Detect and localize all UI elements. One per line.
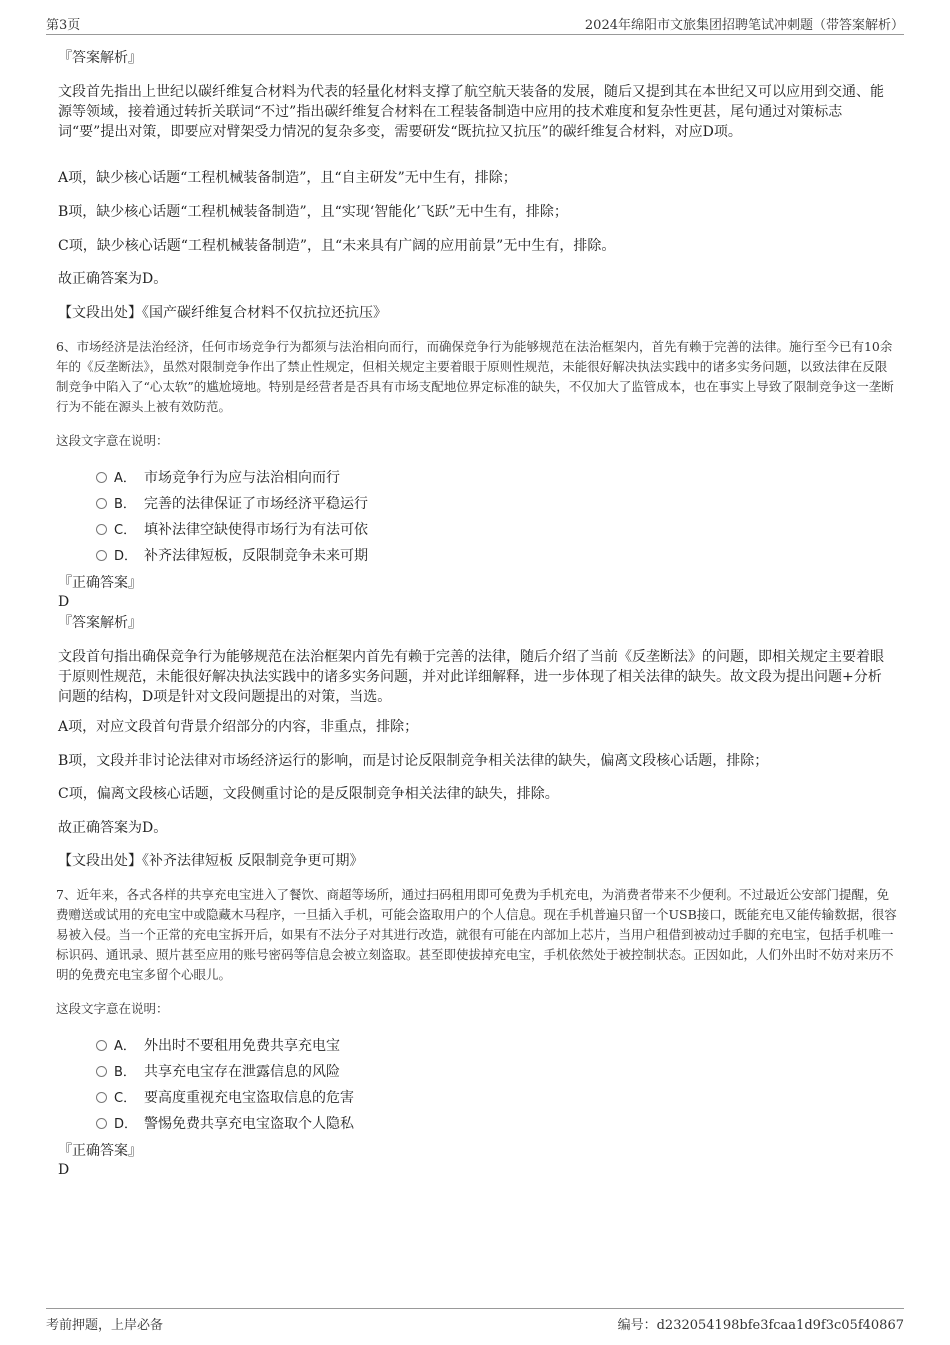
- analysis-paragraph: 文段首先指出上世纪以碳纤维复合材料为代表的轻量化材料支撑了航空航天装备的发展，随后又提到其在本世纪又可以应用到交通、能源等领域，接着通过转折关联词“不过”指出碳纤维复合材料在工程装备制造中应用的技术难度和复杂性更甚，尾句通过对策标志词“要”提出对策，即要应对臂架受力情况的复杂多变，需要研发“既抗拉又抗压”的碳纤维复合材料，对应D项。: [58, 84, 884, 140]
- page-header: [46, 14, 904, 35]
- option-b[interactable]: [96, 1062, 340, 1083]
- option-letter: B．: [114, 1065, 136, 1080]
- radio-icon[interactable]: [96, 1066, 107, 1077]
- option-text: 警惕免费共享充电宝盗取个人隐私: [144, 1116, 354, 1132]
- source-citation: 【文段出处】《补齐法律短板 反限制竞争更可期》: [58, 853, 364, 869]
- source-citation: 【文段出处】《国产碳纤维复合材料不仅抗拉还抗压》: [58, 305, 387, 321]
- option-a[interactable]: [96, 1036, 340, 1057]
- option-text: 外出时不要租用免费共享充电宝: [144, 1038, 340, 1054]
- answer-label: 『正确答案』: [58, 1143, 142, 1159]
- answer-value: D: [58, 594, 70, 610]
- conclusion: 故正确答案为D。: [58, 271, 168, 287]
- option-letter: A．: [114, 471, 136, 486]
- option-a-analysis: A项，对应文段首句背景介绍部分的内容，非重点，排除；: [58, 719, 419, 735]
- option-c[interactable]: [96, 1088, 354, 1109]
- option-b[interactable]: [96, 494, 368, 515]
- analysis-paragraph: 文段首句指出确保竞争行为能够规范在法治框架内首先有赖于完善的法律，随后介绍了当前《反垄断法》的问题，即相关规定主要着眼于原则性规范，未能很好解决执法实践中的诸多实务问题，并对此详细解释，进一步体现了相关法律的缺失。故文段为提出问题+分析问题的结构，D项是针对文段问题提出的对策，当选。: [58, 649, 884, 705]
- option-text: 填补法律空缺使得市场行为有法可依: [144, 522, 368, 538]
- document-code: 编号：d232054198bfe3fcaa1d9f3c05f40867: [617, 1318, 904, 1333]
- option-b-analysis: B项，缺少核心话题“工程机械装备制造”，且“实现‘智能化’飞跃”无中生有，排除；: [58, 204, 568, 220]
- page-footer: [46, 1308, 904, 1331]
- analysis-label: 『答案解析』: [58, 50, 142, 66]
- radio-icon[interactable]: [96, 550, 107, 561]
- option-text: 市场竞争行为应与法治相向而行: [144, 470, 340, 486]
- footer-slogan: 考前押题，上岸必备: [46, 1318, 164, 1333]
- option-text: 补齐法律短板，反限制竞争未来可期: [144, 548, 368, 564]
- page-number: 第3页: [46, 18, 81, 33]
- radio-icon[interactable]: [96, 498, 107, 509]
- answer-label: 『正确答案』: [58, 575, 142, 591]
- option-a[interactable]: [96, 468, 340, 489]
- option-letter: B．: [114, 497, 136, 512]
- document-title: 2024年绵阳市文旅集团招聘笔试冲刺题（带答案解析）: [584, 18, 904, 33]
- option-text: 要高度重视充电宝盗取信息的危害: [144, 1090, 354, 1106]
- option-letter: A．: [114, 1039, 136, 1054]
- option-letter: D．: [114, 1117, 138, 1132]
- option-letter: C．: [114, 1091, 137, 1106]
- question-stem: 7、近年来，各式各样的共享充电宝进入了餐饮、商超等场所，通过扫码租用即可免费为手机充电，为消费者带来不少便利。不过最近公安部门提醒，免费赠送或试用的充电宝中或隐藏木马程序，一旦插入手机，可能会盗取用户的个人信息。现在手机普遍只留一个USB接口，既能充电又能传输数据，很容易被入侵。当一个正常的充电宝拆开后，如果有不法分子对其进行改造，就很有可能在内部加上芯片，当用户租借到被动过手脚的充电宝，包括手机唯一标识码、通讯录、照片甚至应用的账号密码等信息会被立刻盗取。甚至即使拔掉充电宝，手机依然处于被控制状态。正因如此，人们外出时不妨对来历不明的免费充电宝多留个心眼儿。: [56, 887, 897, 982]
- question-prompt: 这段文字意在说明：: [56, 433, 169, 448]
- option-d[interactable]: [96, 1114, 354, 1135]
- radio-icon[interactable]: [96, 1092, 107, 1103]
- option-d[interactable]: [96, 546, 368, 567]
- radio-icon[interactable]: [96, 472, 107, 483]
- answer-value: D: [58, 1162, 70, 1178]
- question-stem: 6、市场经济是法治经济，任何市场竞争行为都须与法治相向而行，而确保竞争行为能够规范在法治框架内，首先有赖于完善的法律。施行至今已有10余年的《反垄断法》，虽然对限制竞争作出了禁止性规定，但相关规定主要着眼于原则性规范，未能很好解决执法实践中的诸多实务问题，以致法律在反限制竞争中陷入了“心太软”的尴尬境地。特别是经营者是否具有市场支配地位界定标准的缺失，不仅加大了监管成本，也在事实上导致了限制竞争这一垄断行为不能在源头上被有效防范。: [56, 339, 894, 414]
- question-prompt: 这段文字意在说明：: [56, 1001, 169, 1016]
- option-a-analysis: A项，缺少核心话题“工程机械装备制造”，且“自主研发”无中生有，排除；: [58, 170, 517, 186]
- option-text: 共享充电宝存在泄露信息的风险: [144, 1064, 340, 1080]
- option-text: 完善的法律保证了市场经济平稳运行: [144, 496, 368, 512]
- radio-icon[interactable]: [96, 1040, 107, 1051]
- option-c-analysis: C项，缺少核心话题“工程机械装备制造”，且“未来具有广阔的应用前景”无中生有，排除。: [58, 238, 616, 254]
- conclusion: 故正确答案为D。: [58, 820, 168, 836]
- analysis-label: 『答案解析』: [58, 615, 142, 631]
- option-b-analysis: B项，文段并非讨论法律对市场经济运行的影响，而是讨论反限制竞争相关法律的缺失，偏离文段核心话题，排除；: [58, 753, 769, 769]
- option-c-analysis: C项，偏离文段核心话题，文段侧重讨论的是反限制竞争相关法律的缺失，排除。: [58, 786, 559, 802]
- option-letter: C．: [114, 523, 137, 538]
- option-letter: D．: [114, 549, 138, 564]
- radio-icon[interactable]: [96, 1118, 107, 1129]
- option-c[interactable]: [96, 520, 368, 541]
- radio-icon[interactable]: [96, 524, 107, 535]
